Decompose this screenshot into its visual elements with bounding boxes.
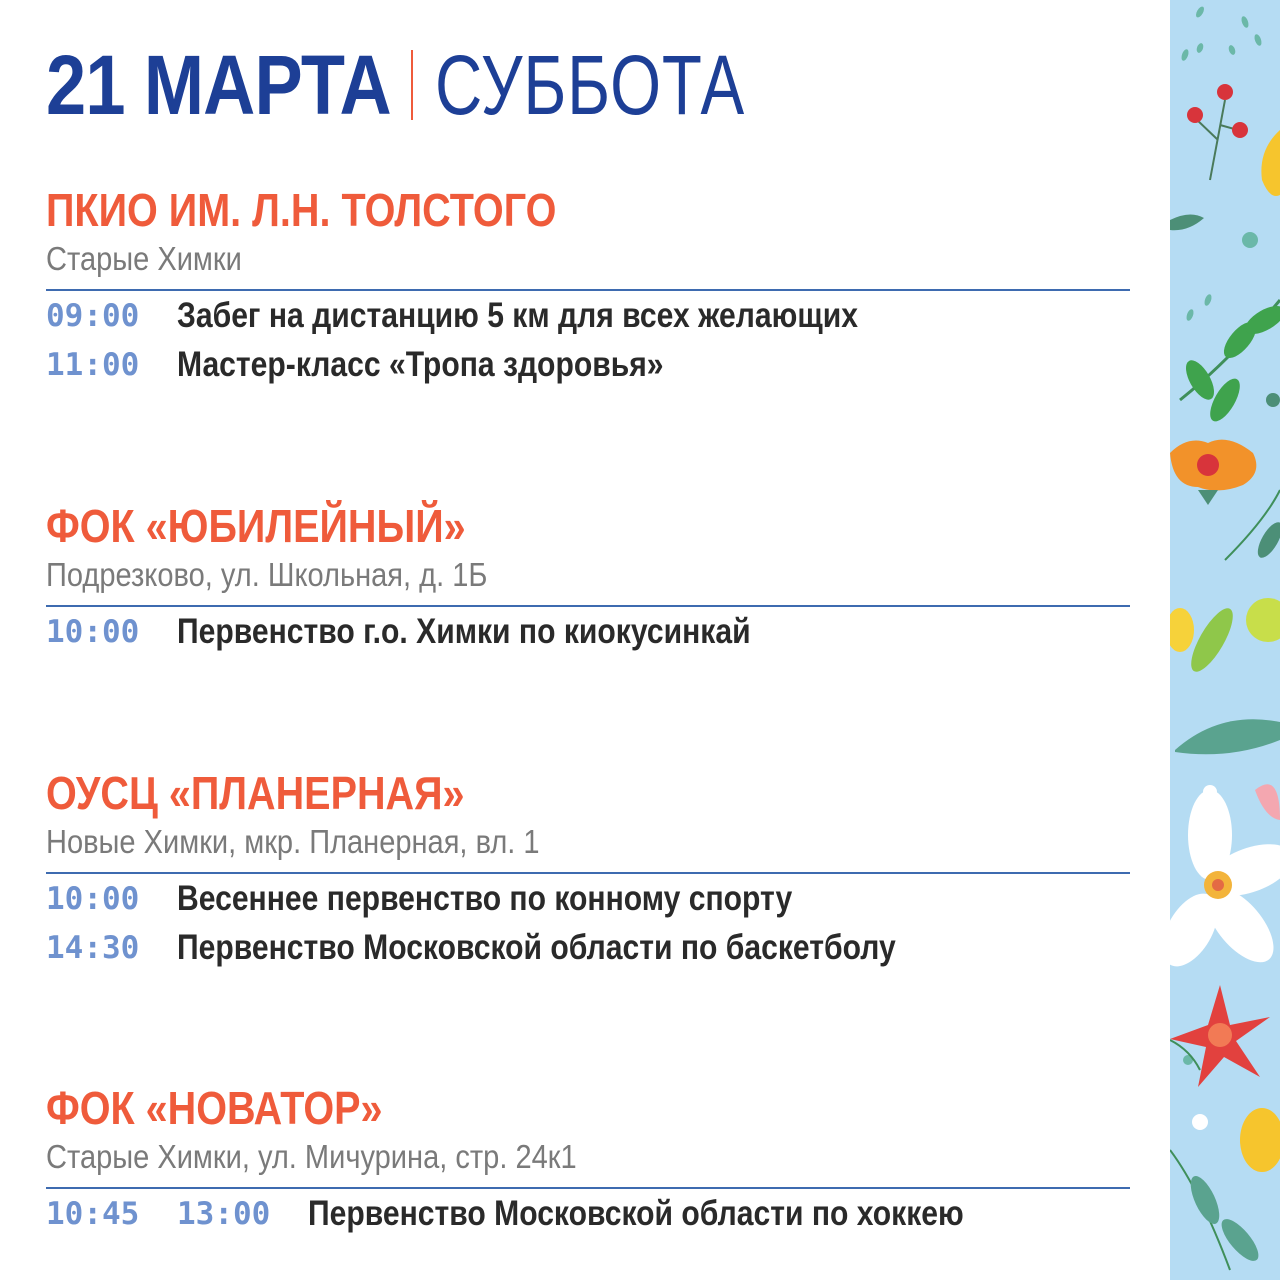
event-title: Первенство Московской области по баскетболу [177, 927, 896, 967]
venue-address: Новые Химки, мкр. Планерная, вл. 1 [46, 823, 540, 860]
venue-block [46, 183, 1130, 389]
weekday-heading: СУББОТА [435, 37, 746, 132]
header-separator [411, 50, 413, 120]
event-row [46, 924, 1130, 972]
page-header [46, 37, 832, 132]
venue-divider [46, 1187, 1130, 1189]
event-row [46, 341, 1130, 389]
event-time: 09:00 [46, 297, 140, 334]
venue-address: Старые Химки, ул. Мичурина, стр. 24к1 [46, 1138, 577, 1175]
venue-block [46, 1081, 1130, 1238]
event-row [46, 292, 1130, 340]
venue-block [46, 766, 1130, 972]
venue-name: ОУСЦ «ПЛАНЕРНАЯ» [46, 767, 465, 819]
venue-name: ПКИО ИМ. Л.Н. ТОЛСТОГО [46, 184, 557, 236]
event-row [46, 875, 1130, 923]
event-row [46, 608, 1130, 656]
event-title: Весеннее первенство по конному спорту [177, 878, 793, 918]
venue-name: ФОК «ЮБИЛЕЙНЫЙ» [46, 500, 466, 552]
date-heading: 21 МАРТА [46, 37, 391, 132]
venue-name: ФОК «НОВАТОР» [46, 1082, 383, 1134]
event-row [46, 1190, 1130, 1238]
floral-decoration-strip [1170, 0, 1280, 1280]
venue-address: Подрезково, ул. Школьная, д. 1Б [46, 556, 488, 593]
event-title: Первенство Московской области по хоккею [308, 1193, 964, 1233]
venue-block [46, 499, 1130, 656]
event-time: 10:00 [46, 880, 140, 917]
venue-divider [46, 605, 1130, 607]
floral-pattern-icon [1170, 0, 1280, 1280]
venue-divider [46, 289, 1130, 291]
event-title: Забег на дистанцию 5 км для всех желающих [177, 295, 858, 335]
event-time: 11:00 [46, 346, 140, 383]
event-time: 10:00 [46, 613, 140, 650]
event-title: Первенство г.о. Химки по киокусинкай [177, 611, 751, 651]
event-time: 10:45 [46, 1195, 140, 1232]
venue-divider [46, 872, 1130, 874]
event-title: Мастер-класс «Тропа здоровья» [177, 344, 664, 384]
event-time: 14:30 [46, 929, 140, 966]
event-time-secondary: 13:00 [177, 1195, 271, 1232]
venue-address: Старые Химки [46, 240, 242, 277]
